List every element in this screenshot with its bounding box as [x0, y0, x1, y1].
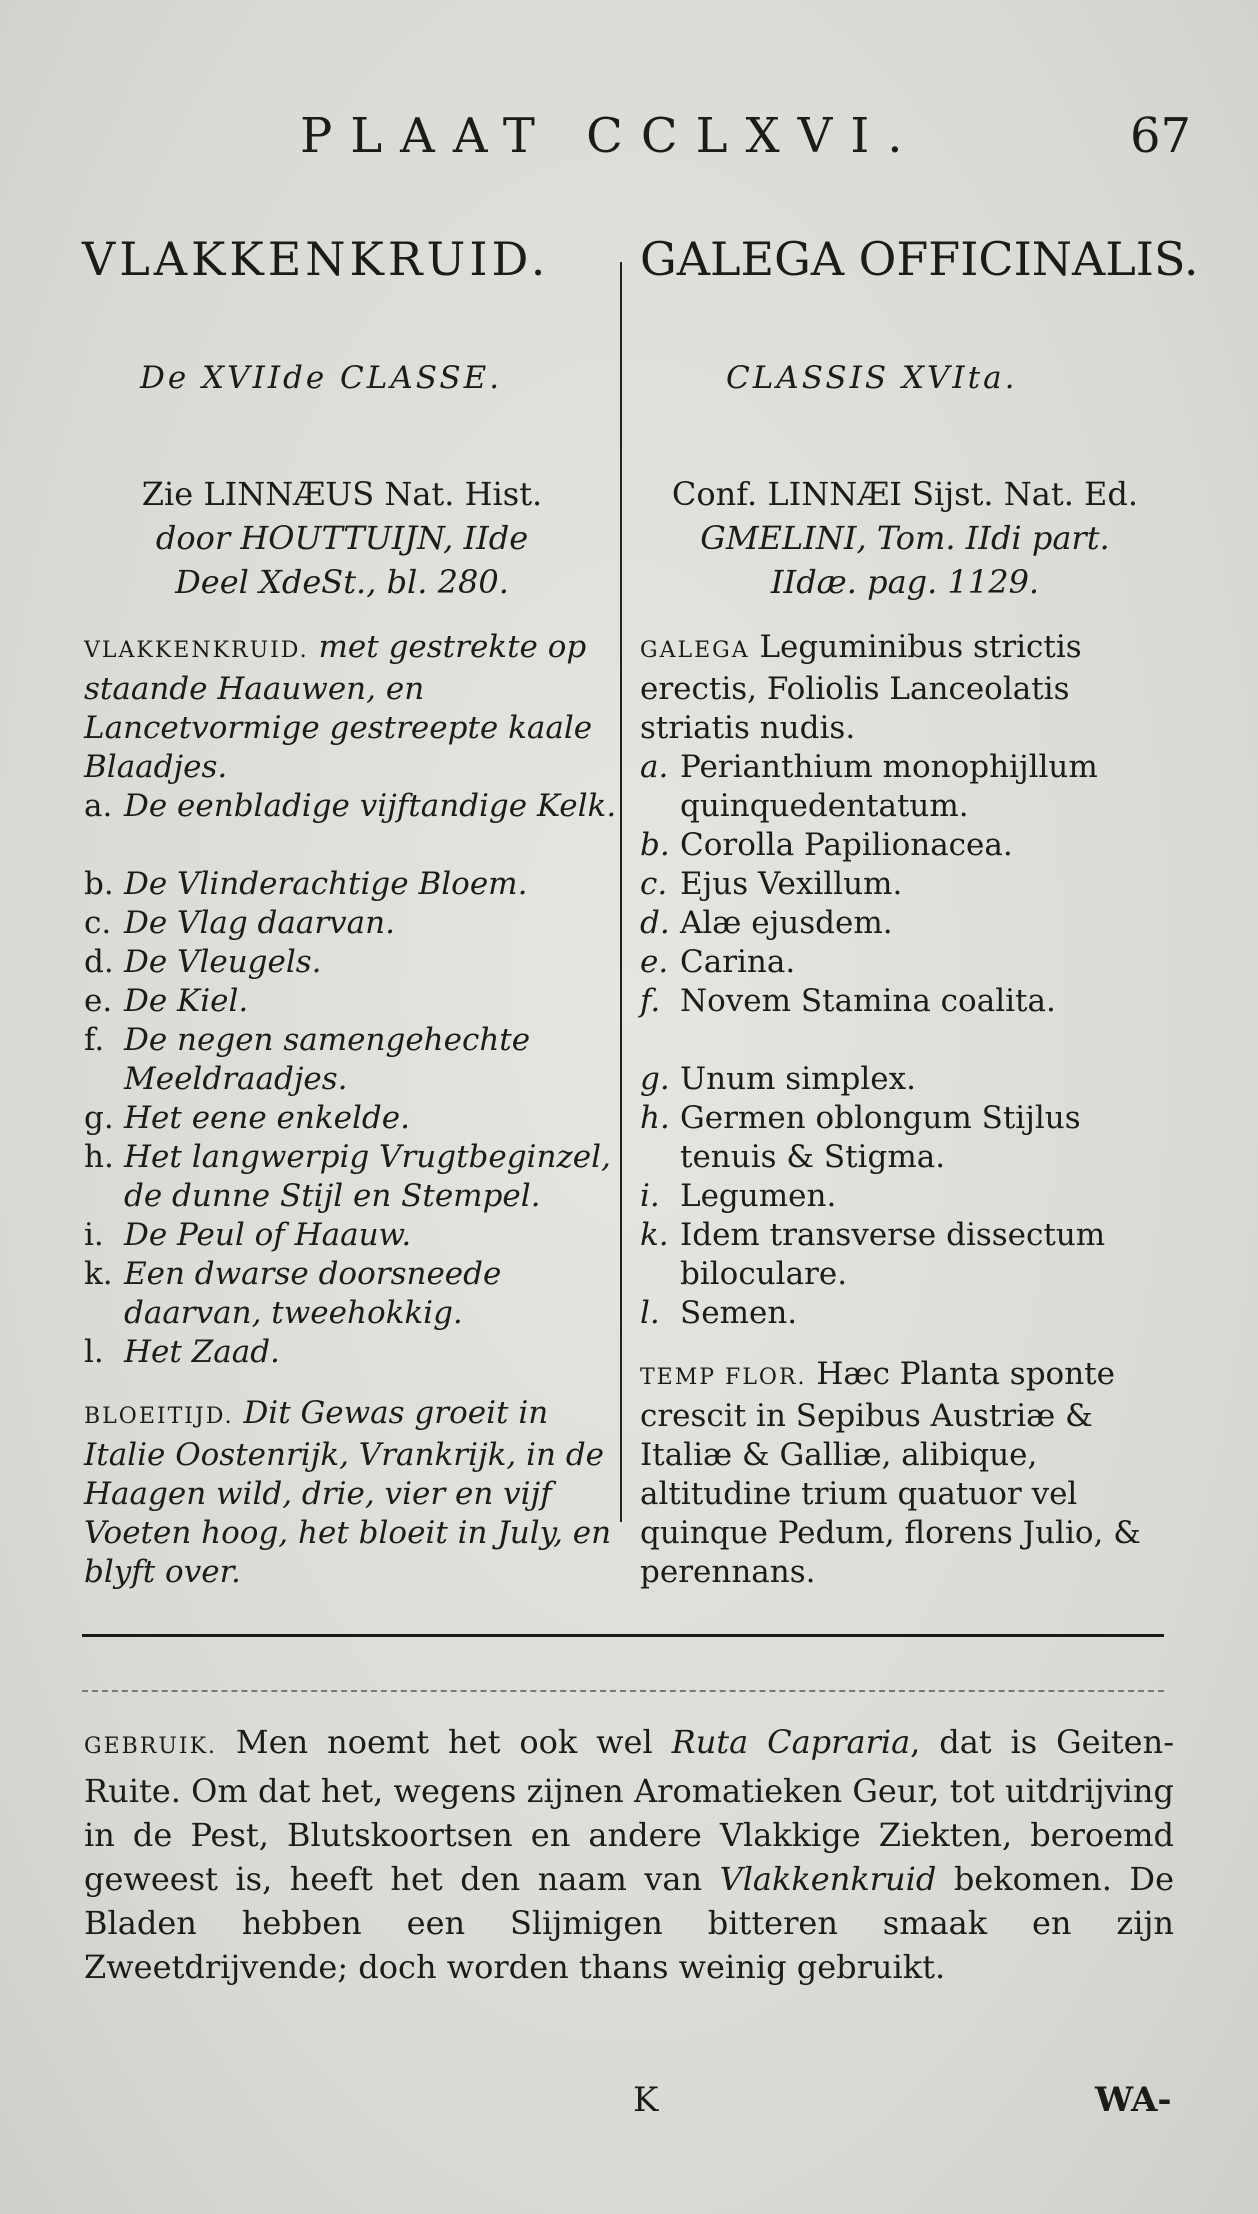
list-item: e. De Kiel. — [84, 983, 249, 1019]
latin-reference-line: Conf. LINNÆI Sijst. Nat. Ed. — [671, 475, 1139, 513]
dutch-description-label: VLAKKENKRUID. — [84, 638, 309, 663]
dutch-flowering-text: Dit Gewas groeit in Italie Oostenrijk, Vrankrijk, in de Haagen wild, drie, vier en vijf Voeten hoog, het bloeit in July, en blyft over. — [84, 1395, 612, 1590]
dutch-plant-title: VLAKKENKRUID. — [82, 232, 550, 286]
dutch-description-text: met gestrekte op staande Haauwen, en Lancetvormige gestreepte kaale Blaadjes. — [84, 629, 593, 785]
dutch-description — [84, 628, 624, 787]
usage-paragraph — [84, 1720, 1174, 1989]
latin-part-list — [640, 748, 1180, 1333]
catchword: WA- — [1095, 2080, 1172, 2120]
usage-text: , dat is Geiten-Ruite. Om dat het, wegens zijnen Aromatieken Geur, tot uitdrijving in de Pest, Blutskoortsen en andere Vlakkige Ziekten, beroemd geweest is, heeft het den naam van — [84, 1723, 1175, 1898]
dutch-part-list — [84, 787, 624, 1372]
list-item: a. Perianthium monophijllum quinquedentatum. — [640, 749, 1098, 824]
list-item: h. Germen oblongum Stijlus tenuis & Stigma. — [640, 1100, 1081, 1175]
latin-flowering-label: TEMP FLOR. — [640, 1365, 807, 1390]
list-item: h. Het langwerpig Vrugtbeginzel, de dunne Stijl en Stempel. — [84, 1139, 611, 1214]
list-item: l. Semen. — [640, 1295, 798, 1331]
usage-label: GEBRUIK. — [84, 1734, 218, 1759]
list-item: g. Het eene enkelde. — [84, 1100, 410, 1136]
list-item: a. De eenbladige vijftandige Kelk. — [84, 788, 617, 824]
latin-plant-title: GALEGA OFFICINALIS. — [640, 232, 1199, 286]
list-item: e. Carina. — [640, 944, 796, 980]
list-item: g. Unum simplex. — [640, 1061, 916, 1097]
dutch-flowering-label: BLOEITIJD. — [84, 1404, 234, 1429]
list-item: i. Legumen. — [640, 1178, 837, 1214]
usage-text: bekomen. De Bladen hebben een Slijmigen bitteren smaak en zijn Zweetdrijvende; doch worden thans weinig gebruikt. — [84, 1860, 1175, 1986]
usage-ruta: Ruta Capraria — [671, 1723, 911, 1761]
dutch-reference-line: Zie LINNÆUS Nat. Hist. — [141, 475, 543, 513]
list-item: l. Het Zaad. — [84, 1334, 280, 1370]
dutch-description-block — [84, 628, 624, 1592]
list-item: c. De Vlag daarvan. — [84, 905, 395, 941]
list-item: b. Corolla Papilionacea. — [640, 827, 1013, 863]
list-item: d. De Vleugels. — [84, 944, 322, 980]
usage-text: Men noemt het ook wel — [235, 1723, 653, 1761]
latin-description — [640, 628, 1180, 748]
latin-reference-line: IIdæ. pag. 1129. — [770, 563, 1040, 601]
list-item: k. Idem transverse dissectum biloculare. — [640, 1217, 1106, 1292]
latin-flowering — [640, 1355, 1180, 1592]
latin-class-heading: CLASSIS XVIta. — [726, 360, 1018, 396]
latin-reference — [640, 472, 1170, 604]
latin-description-text: Leguminibus strictis erectis, Foliolis Lanceolatis striatis nudis. — [640, 629, 1082, 746]
dutch-reference-line: Deel XdeSt., bl. 280. — [175, 563, 509, 601]
latin-reference-line: GMELINI, Tom. IIdi part. — [700, 519, 1110, 557]
dutch-reference-line: door HOUTTUIJN, IIde — [155, 519, 529, 557]
list-item: c. Ejus Vexillum. — [640, 866, 903, 902]
list-item: i. De Peul of Haauw. — [84, 1217, 412, 1253]
latin-description-block — [640, 628, 1180, 1592]
dutch-class-heading: De XVIIde CLASSE. — [140, 360, 503, 396]
dutch-reference — [82, 472, 602, 604]
dutch-flowering — [84, 1394, 624, 1592]
latin-flowering-text: Hæc Planta sponte crescit in Sepibus Austriæ & Italiæ & Galliæ, alibique, altitudine trium quatuor vel quinque Pedum, florens Julio, & perennans. — [640, 1356, 1141, 1590]
signature-mark: K — [633, 2080, 659, 2120]
plate-title: PLAAT CCLXVI. — [300, 108, 921, 164]
list-item: b. De Vlinderachtige Bloem. — [84, 866, 528, 902]
list-item: k. Een dwarse doorsneede daarvan, tweehokkig. — [84, 1256, 502, 1331]
list-item: f. De negen samengehechte Meeldraadjes. — [84, 1022, 531, 1097]
latin-description-label: GALEGA — [640, 638, 750, 663]
usage-vlak: Vlakkenkruid — [719, 1860, 937, 1898]
list-item: f. Novem Stamina coalita. — [640, 983, 1056, 1019]
section-rule — [82, 1634, 1164, 1637]
list-item: d. Alæ ejusdem. — [640, 905, 893, 941]
page-number: 67 — [1130, 108, 1192, 164]
faint-rule — [82, 1690, 1164, 1692]
